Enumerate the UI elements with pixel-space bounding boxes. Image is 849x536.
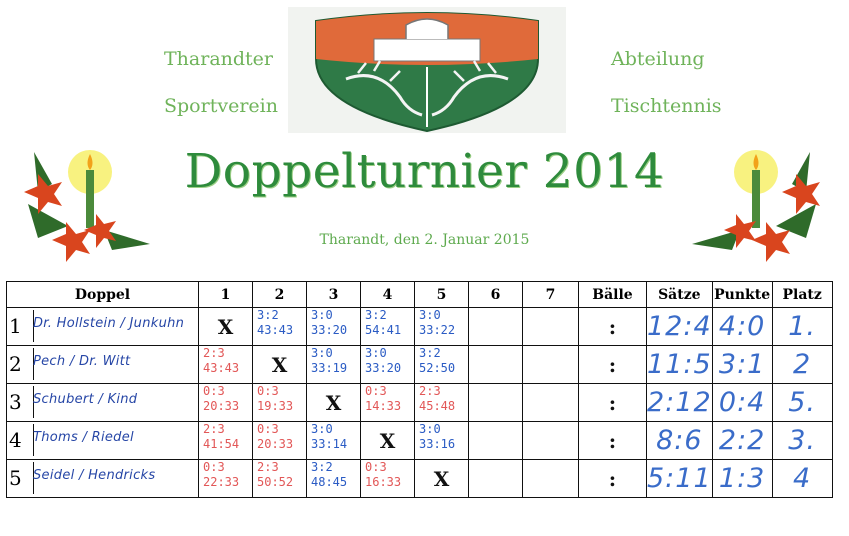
set-score: 0:3 <box>203 460 225 474</box>
match-result-cell <box>415 384 469 422</box>
match-result-cell <box>361 384 415 422</box>
match-result-cell <box>307 422 361 460</box>
set-score: 0:3 <box>257 384 279 398</box>
pair-names: Dr. Hollstein / Junkuhn <box>33 316 185 331</box>
ball-score: 54:41 <box>365 323 402 337</box>
tharandt-crest-icon <box>288 7 566 133</box>
table-row <box>7 422 833 460</box>
table-row <box>7 460 833 498</box>
table-header-row <box>7 282 833 308</box>
set-score: 3:0 <box>311 346 333 360</box>
punkte-cell: 0:4 <box>712 384 772 422</box>
pair-names: Thoms / Riedel <box>33 430 134 445</box>
empty-cell <box>469 346 523 384</box>
column-header-platz: Platz <box>772 282 832 308</box>
ball-score: 43:43 <box>257 323 294 337</box>
ball-score: 33:20 <box>365 361 402 375</box>
club-name-line2: Sportverein <box>164 95 278 117</box>
empty-cell <box>523 460 579 498</box>
ball-score: 33:19 <box>311 361 348 375</box>
match-result-cell <box>199 422 253 460</box>
pair-cell <box>7 422 199 460</box>
baelle-cell: : <box>579 384 647 422</box>
set-score: 3:2 <box>257 308 279 322</box>
ball-score: 41:54 <box>203 437 240 451</box>
saetze-cell: 8:6 <box>647 422 713 460</box>
club-name-line1: Tharandter <box>164 48 274 70</box>
ball-score: 19:33 <box>257 399 294 413</box>
pair-names: Schubert / Kind <box>33 392 138 407</box>
match-result-cell <box>253 384 307 422</box>
saetze-cell: 5:11 <box>647 460 713 498</box>
pair-number: 4 <box>9 428 22 452</box>
set-score: 3:0 <box>419 308 441 322</box>
ball-score: 22:33 <box>203 475 240 489</box>
empty-cell <box>469 384 523 422</box>
column-header-3: 3 <box>307 282 361 308</box>
pair-number: 3 <box>9 390 22 414</box>
punkte-cell: 1:3 <box>712 460 772 498</box>
platz-cell: 3. <box>772 422 832 460</box>
match-result-cell <box>253 308 307 346</box>
column-header-7: 7 <box>523 282 579 308</box>
ball-score: 14:33 <box>365 399 402 413</box>
pair-cell <box>7 308 199 346</box>
baelle-cell: : <box>579 460 647 498</box>
column-header-5: 5 <box>415 282 469 308</box>
self-match-mark: X <box>361 422 415 460</box>
pair-number: 1 <box>9 314 22 338</box>
ball-score: 48:45 <box>311 475 348 489</box>
set-score: 3:0 <box>311 308 333 322</box>
pair-names: Pech / Dr. Witt <box>33 354 131 369</box>
date-line: Tharandt, den 2. Januar 2015 <box>319 232 530 248</box>
match-result-cell <box>361 308 415 346</box>
baelle-cell: : <box>579 346 647 384</box>
empty-cell <box>469 422 523 460</box>
ball-score: 33:22 <box>419 323 456 337</box>
column-header-sätze: Sätze <box>647 282 713 308</box>
set-score: 0:3 <box>203 384 225 398</box>
column-header-6: 6 <box>469 282 523 308</box>
match-result-cell <box>199 460 253 498</box>
match-result-cell <box>199 346 253 384</box>
match-result-cell <box>253 422 307 460</box>
column-header-bälle: Bälle <box>579 282 647 308</box>
set-score: 2:3 <box>203 422 225 436</box>
pair-cell <box>7 384 199 422</box>
platz-cell: 2 <box>772 346 832 384</box>
match-result-cell <box>307 346 361 384</box>
match-result-cell <box>415 422 469 460</box>
saetze-cell: 11:5 <box>647 346 713 384</box>
baelle-cell: : <box>579 308 647 346</box>
ball-score: 33:16 <box>419 437 456 451</box>
column-header-1: 1 <box>199 282 253 308</box>
saetze-cell: 2:12 <box>647 384 713 422</box>
platz-cell: 4 <box>772 460 832 498</box>
empty-cell <box>523 308 579 346</box>
set-score: 3:0 <box>365 346 387 360</box>
column-header-2: 2 <box>253 282 307 308</box>
empty-cell <box>523 346 579 384</box>
match-result-cell <box>415 346 469 384</box>
page-title: Doppelturnier 2014 <box>184 144 665 199</box>
set-score: 2:3 <box>257 460 279 474</box>
match-result-cell <box>307 460 361 498</box>
set-score: 0:3 <box>257 422 279 436</box>
set-score: 3:2 <box>365 308 387 322</box>
ball-score: 20:33 <box>203 399 240 413</box>
table-row <box>7 308 833 346</box>
self-match-mark: X <box>199 308 253 346</box>
match-result-cell <box>307 308 361 346</box>
table-row <box>7 346 833 384</box>
ball-score: 52:50 <box>419 361 456 375</box>
column-header-doppel: Doppel <box>7 282 199 308</box>
set-score: 0:3 <box>365 384 387 398</box>
tournament-table <box>6 281 833 498</box>
empty-cell <box>523 384 579 422</box>
set-score: 2:3 <box>419 384 441 398</box>
set-score: 3:2 <box>419 346 441 360</box>
set-score: 3:0 <box>419 422 441 436</box>
department-line1: Abteilung <box>611 48 705 70</box>
pair-cell <box>7 346 199 384</box>
ball-score: 43:43 <box>203 361 240 375</box>
column-header-punkte: Punkte <box>712 282 772 308</box>
department-line2: Tischtennis <box>611 95 722 117</box>
self-match-mark: X <box>307 384 361 422</box>
pair-number: 5 <box>9 466 22 490</box>
ball-score: 33:20 <box>311 323 348 337</box>
pair-cell <box>7 460 199 498</box>
ball-score: 50:52 <box>257 475 294 489</box>
saetze-cell: 12:4 <box>647 308 713 346</box>
match-result-cell <box>361 460 415 498</box>
set-score: 3:2 <box>311 460 333 474</box>
table-row <box>7 384 833 422</box>
empty-cell <box>469 308 523 346</box>
column-header-4: 4 <box>361 282 415 308</box>
pair-number: 2 <box>9 352 22 376</box>
platz-cell: 5. <box>772 384 832 422</box>
match-result-cell <box>361 346 415 384</box>
punkte-cell: 3:1 <box>712 346 772 384</box>
empty-cell <box>469 460 523 498</box>
set-score: 2:3 <box>203 346 225 360</box>
punkte-cell: 2:2 <box>712 422 772 460</box>
baelle-cell: : <box>579 422 647 460</box>
match-result-cell <box>415 308 469 346</box>
platz-cell: 1. <box>772 308 832 346</box>
set-score: 3:0 <box>311 422 333 436</box>
empty-cell <box>523 422 579 460</box>
match-result-cell <box>253 460 307 498</box>
punkte-cell: 4:0 <box>712 308 772 346</box>
ball-score: 45:48 <box>419 399 456 413</box>
match-result-cell <box>199 384 253 422</box>
ball-score: 33:14 <box>311 437 348 451</box>
self-match-mark: X <box>253 346 307 384</box>
set-score: 0:3 <box>365 460 387 474</box>
ball-score: 20:33 <box>257 437 294 451</box>
self-match-mark: X <box>415 460 469 498</box>
ball-score: 16:33 <box>365 475 402 489</box>
pair-names: Seidel / Hendricks <box>33 468 156 483</box>
